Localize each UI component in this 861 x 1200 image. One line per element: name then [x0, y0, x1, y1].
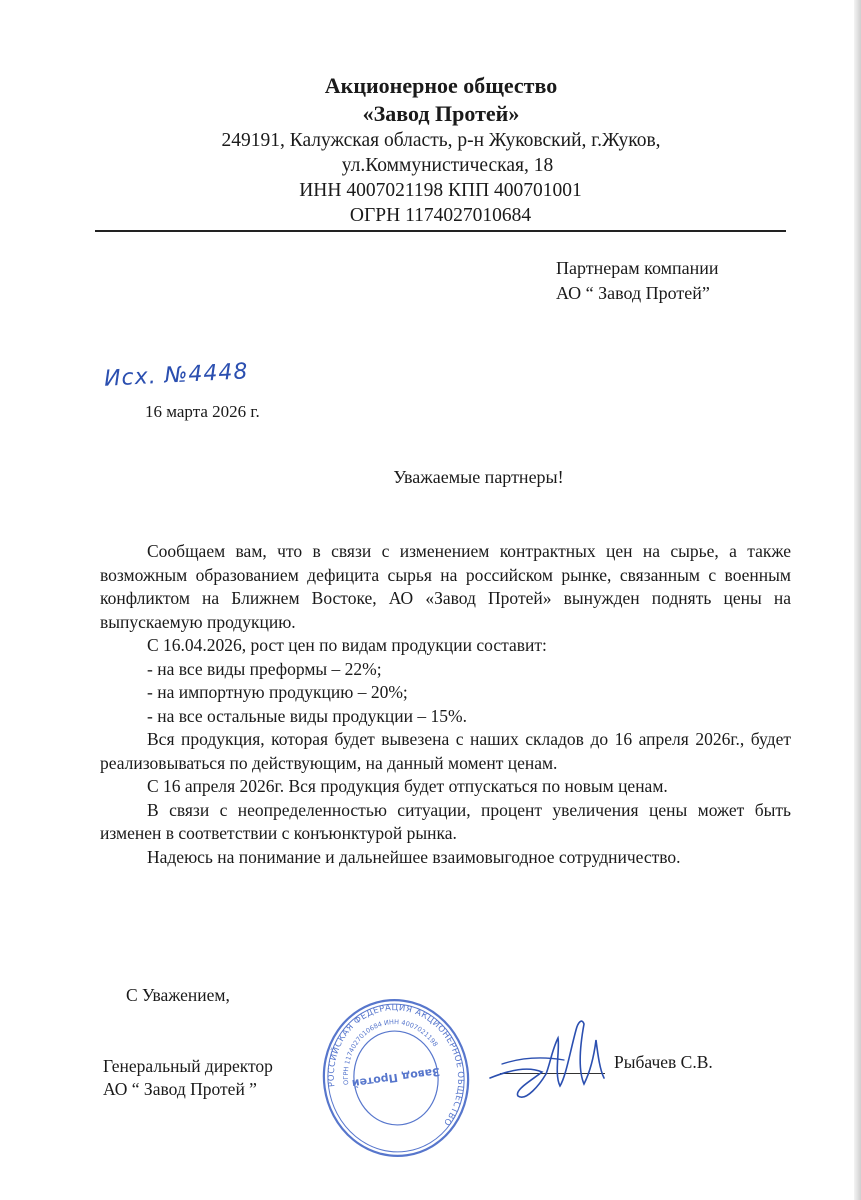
company-seal-stamp: [320, 998, 472, 1158]
letter-date: 16 марта 2026 г.: [145, 402, 260, 421]
signer-name: Рыбачев С.В.: [614, 1052, 713, 1072]
body-paragraph-4: С 16 апреля 2026г. Вся продукция будет отпускаться по новым ценам.: [147, 776, 668, 796]
recipient-line-2: АО “ Завод Протей”: [556, 283, 710, 303]
signer-position: Генеральный директор: [103, 1056, 273, 1076]
letterhead: [0, 72, 861, 228]
address-line-2: ул.Коммунистическая, 18: [341, 155, 554, 176]
handwritten-signature: [480, 1000, 610, 1110]
seal-outer-text: РОССИЙСКАЯ ФЕДЕРАЦИЯ АКЦИОНЕРНОЕ ОБЩЕСТВО: [326, 1003, 466, 1128]
body-paragraph-6: Надеюсь на понимание и дальнейшее взаимовыгодное сотрудничество.: [147, 846, 681, 867]
ogrn: ОГРН 1174027010684: [349, 205, 532, 226]
closing: С Уважением,: [126, 985, 230, 1005]
inn-kpp: ИНН 4007021198 КПП 400701001: [299, 180, 582, 201]
address-line-1: 249191, Калужская область, р-н Жуковский, г.Жуков,: [221, 130, 661, 151]
letter-body: [100, 540, 791, 869]
seal-center-text: Завод Протей: [351, 1064, 441, 1091]
greeting: Уважаемые партнеры!: [393, 467, 564, 487]
list-item: - на импортную продукцию – 20%;: [147, 682, 408, 702]
body-paragraph-2: С 16.04.2026, рост цен по видам продукции составит:: [147, 635, 547, 655]
list-item: - на все виды преформы – 22%;: [147, 658, 382, 679]
seal-inner-text: ОГРН 1174027010684 ИНН 4007021198: [341, 1018, 440, 1086]
header-divider: [95, 230, 786, 232]
signer-company: АО “ Завод Протей ”: [103, 1079, 257, 1099]
body-paragraph-3: Вся продукция, которая будет вывезена с наших складов до 16 апреля 2026г., будет реализовываться по действующим, на данный момент ценам.: [100, 729, 791, 773]
outgoing-number: Исх. №4448: [103, 359, 249, 392]
recipient-block: [556, 256, 719, 306]
org-name: «Завод Протей»: [362, 101, 520, 126]
signer-block: [103, 1055, 273, 1101]
body-paragraph-1: Сообщаем вам, что в связи с изменением контрактных цен на сырье, а также возможным образованием дефицита сырья на российском рынке, связанным с военным конфликтом на Ближнем Востоке, АО «Завод Протей» вынужден поднять цены на выпускаемую продукцию.: [100, 541, 791, 632]
recipient-line-1: Партнерам компании: [556, 258, 719, 278]
body-paragraph-5: В связи с неопределенностью ситуации, процент увеличения цены может быть изменен в соответствии с конъюнктурой рынка.: [100, 799, 791, 843]
org-title: Акционерное общество: [324, 73, 558, 98]
list-item: - на все остальные виды продукции – 15%.: [147, 705, 467, 726]
